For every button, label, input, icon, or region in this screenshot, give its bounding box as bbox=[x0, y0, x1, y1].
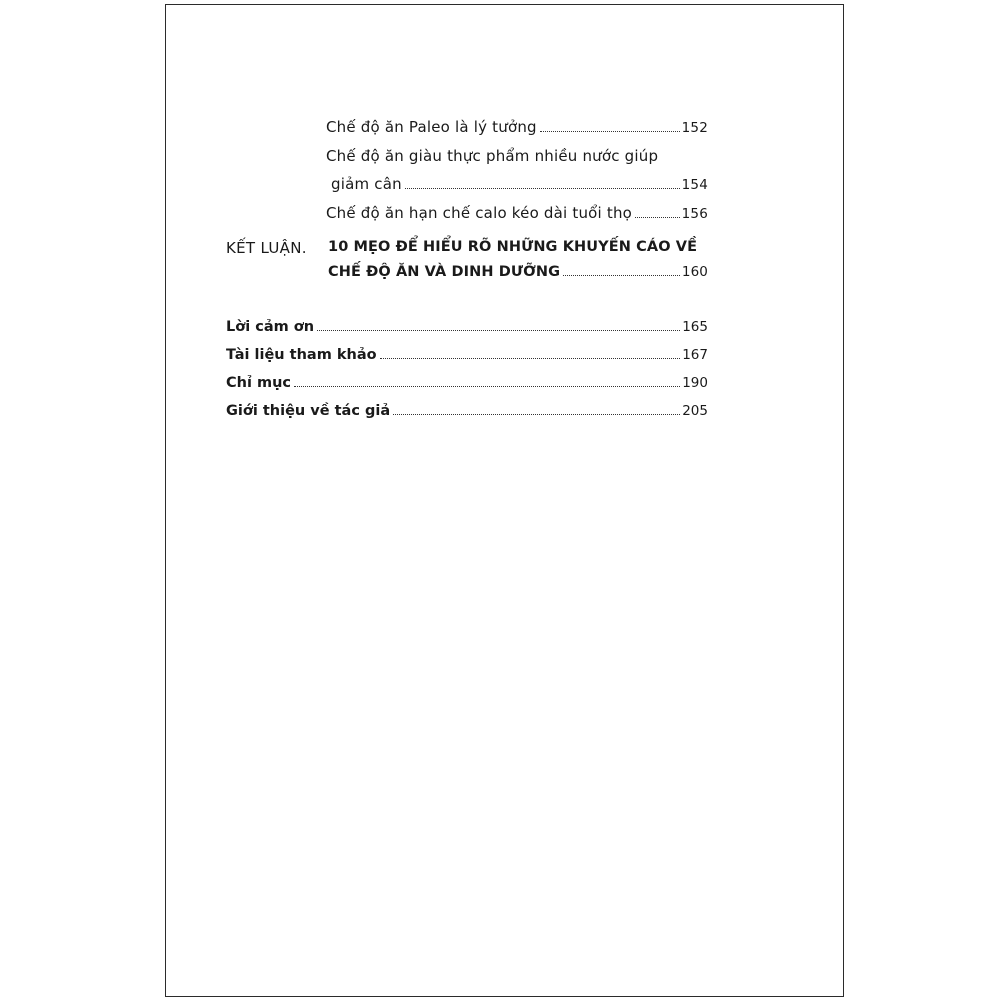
toc-entry-references[interactable] bbox=[226, 347, 708, 363]
dot-leader bbox=[380, 357, 681, 359]
toc-page-number: 160 bbox=[681, 264, 708, 280]
toc-entry-title: Tài liệu tham khảo bbox=[226, 347, 377, 363]
toc-entry-title: Chế độ ăn hạn chế calo kéo dài tuổi thọ bbox=[326, 204, 633, 222]
toc-entry-calorie-restriction[interactable] bbox=[326, 204, 708, 222]
book-page bbox=[165, 4, 844, 997]
dot-leader bbox=[317, 329, 680, 331]
dot-leader bbox=[635, 216, 680, 218]
toc-page-number: 190 bbox=[682, 375, 708, 391]
toc-entry-title: Chỉ mục bbox=[226, 375, 292, 391]
toc-entry-title: Chế độ ăn Paleo là lý tưởng bbox=[326, 118, 537, 136]
toc-page-number: 152 bbox=[681, 120, 708, 136]
toc-page-number: 156 bbox=[681, 206, 708, 222]
toc-entry-index[interactable] bbox=[226, 375, 708, 391]
toc-entry-about-author[interactable] bbox=[226, 403, 708, 419]
toc-entry-title-cont: giảm cân bbox=[331, 175, 402, 193]
toc-entry-paleo[interactable] bbox=[326, 118, 708, 136]
dot-leader bbox=[405, 187, 680, 189]
dot-leader bbox=[540, 130, 680, 132]
toc-entry-water-rich[interactable] bbox=[331, 175, 708, 193]
toc-page-number: 167 bbox=[682, 347, 708, 363]
toc-entry-title: Lời cảm ơn bbox=[226, 319, 315, 335]
toc-entry-title: CHẾ ĐỘ ĂN VÀ DINH DƯỠNG bbox=[328, 264, 561, 280]
toc-page-number: 154 bbox=[681, 177, 708, 193]
toc-entry-title: Chế độ ăn giàu thực phẩm nhiều nước giúp bbox=[326, 147, 659, 165]
dot-leader bbox=[563, 274, 680, 276]
dot-leader bbox=[393, 413, 680, 415]
toc-entry-title: Giới thiệu về tác giả bbox=[226, 403, 391, 419]
toc-entry-acknowledgements[interactable] bbox=[226, 319, 708, 335]
dot-leader bbox=[294, 385, 680, 387]
toc-page-number: 205 bbox=[682, 403, 708, 419]
conclusion-label: KẾT LUẬN. bbox=[226, 239, 307, 257]
toc-page-number: 165 bbox=[682, 319, 708, 335]
toc-entry-conclusion[interactable] bbox=[328, 264, 708, 280]
conclusion-title-line1[interactable]: 10 MẸO ĐỂ HIỂU RÕ NHỮNG KHUYẾN CÁO VỀ bbox=[328, 239, 698, 255]
toc-entry-water-rich-line1[interactable] bbox=[326, 147, 658, 165]
